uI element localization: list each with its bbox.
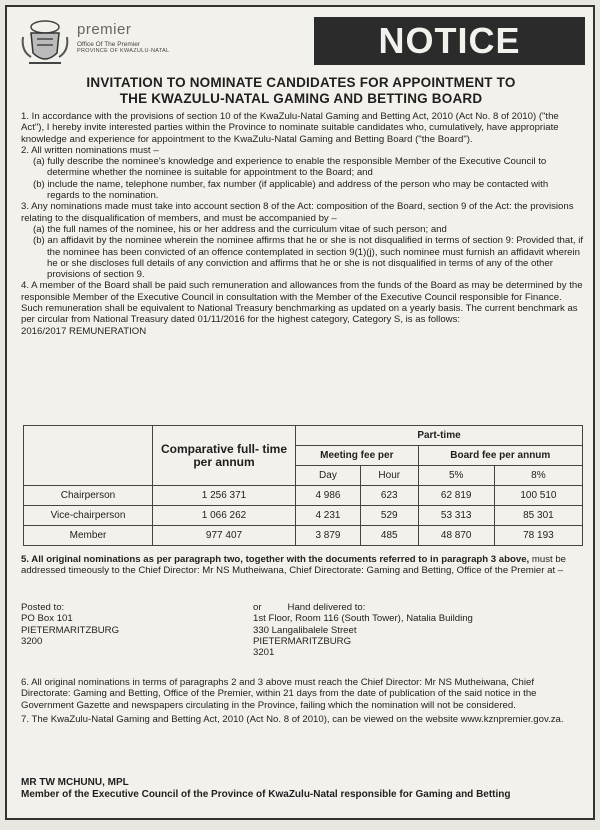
header-day: Day: [296, 466, 361, 486]
signatory-role: Member of the Executive Council of the Province of KwaZulu-Natal responsible for Gaming and Betting: [21, 788, 511, 800]
paragraph-1: 1. In accordance with the provisions of section 10 of the KwaZulu-Natal Gaming and Betting Act, 2010 (Act No. 8 of 2010) ("the Act"), I hereby invite interested parties within the Province to nominate suitable candidates who, cumulatively, have appropriate knowledge and experience for appointment to the KwaZulu-Natal Gaming and Betting Board ("the Board").: [21, 111, 559, 145]
paragraph-7: 7. The KwaZulu-Natal Gaming and Betting Act, 2010 (Act No. 8 of 2010), can be viewed on the website www.kznpremier.gov.za.: [21, 713, 564, 725]
row-hour: 529: [360, 506, 418, 526]
row-board-8: 100 510: [494, 486, 582, 506]
table-row: [24, 486, 583, 506]
row-board-8: 85 301: [494, 506, 582, 526]
row-hour: 623: [360, 486, 418, 506]
paragraph-2b: (b) include the name, telephone number, fax number (if applicable) and address of the person who may be contacted with regards to the nomination.: [33, 178, 549, 202]
brand-office: Office Of The Premier: [77, 41, 140, 48]
table-blank-cell: [24, 426, 153, 486]
paragraph-3: 3. Any nominations made must take into account section 8 of the Act: composition of the Board, section 9 of the Act: the provisions relating to the disqualification of members, and must be accompanied by –: [21, 201, 574, 224]
header-hour: Hour: [360, 466, 418, 486]
title-line-2: THE KWAZULU-NATAL GAMING AND BETTING BOARD: [119, 91, 483, 106]
header-part-time: Part-time: [296, 426, 583, 446]
hand-line-4: 3201: [253, 647, 275, 659]
table-row: [24, 506, 583, 526]
brand-province: PROVINCE OF KWAZULU-NATAL: [77, 48, 170, 54]
header-meeting-fee: Meeting fee per: [296, 446, 419, 466]
row-role: Vice-chairperson: [24, 506, 153, 526]
notice-title: [17, 75, 585, 107]
row-day: 4 986: [296, 486, 361, 506]
header-comparative: Comparative full- time per annum: [153, 426, 296, 486]
paragraph-5-bold: 5. All original nominations as per paragraph two, together with the documents referred to in paragraph 3 above,: [21, 554, 530, 565]
table-row: [24, 526, 583, 546]
row-role: Member: [24, 526, 153, 546]
header-5pct: 5%: [418, 466, 494, 486]
row-board-8: 78 193: [494, 526, 582, 546]
notice-body: [21, 111, 583, 337]
hand-line-3: PIETERMARITZBURG: [253, 635, 352, 647]
paragraph-2a: (a) fully describe the nominee's knowledge and experience to enable the responsible Member of the Executive Council to determine whether the nominee is suitable for appointment to the Board; and: [33, 156, 547, 179]
paragraph-2: 2. All written nominations must –: [21, 144, 159, 156]
posted-label: Posted to:: [21, 602, 65, 613]
row-hour: 485: [360, 526, 418, 546]
row-full-time: 1 256 371: [153, 486, 296, 506]
header-8pct: 8%: [494, 466, 582, 486]
row-board-5: 48 870: [418, 526, 494, 546]
row-day: 4 231: [296, 506, 361, 526]
header: [19, 17, 585, 75]
post-line-3: 3200: [21, 635, 43, 647]
row-day: 3 879: [296, 526, 361, 546]
closing-paragraphs: [21, 677, 583, 725]
brand-name: premier: [77, 21, 132, 38]
hand-line-2: 330 Langalibalele Street: [253, 624, 357, 636]
paragraph-5-rest: must be addressed timeously to the Chief Director: Mr NS Mutheiwana, Chief Directorate: Gaming and Betting, Office of the Premier at –: [21, 554, 566, 577]
brand: [77, 21, 169, 54]
row-board-5: 62 819: [418, 486, 494, 506]
hand-label: Hand delivered to:: [287, 602, 366, 613]
coat-of-arms-icon: [19, 17, 71, 69]
signature-block: [21, 777, 587, 800]
delivery-address: [253, 602, 553, 658]
paragraph-3b: (b) an affidavit by the nominee wherein the nominee affirms that he or she is not disqualified in terms of section 9: Provided that, if the nominee has been convicted of an offence contemplated in section 9(1)(j), such nominee must furnish an affidavit wherein he or she discloses full details of any conviction and affirms that he or she is not disqualified in terms of any of the other provisions of section 9.: [33, 235, 583, 281]
row-role: Chairperson: [24, 486, 153, 506]
signatory-name: MR TW MCHUNU, MPL: [21, 777, 129, 788]
header-board-fee: Board fee per annum: [418, 446, 582, 466]
remuneration-caption: 2016/2017 REMUNERATION: [21, 325, 147, 337]
hand-line-1: 1st Floor, Room 116 (South Tower), Natalia Building: [253, 613, 473, 625]
paragraph-4: 4. A member of the Board shall be paid such remuneration and allowances from the funds of the Board as may be determined by the responsible Member of the Executive Council in consultation with the Member of the Executive Council responsible for Finance. Such remuneration shall be equivalent to National Treasury benchmarking as updated on a yearly basis. The current benchmark as per circular from National Treasury dated 01/11/2016 for the highest category, Category S, is as follows:: [21, 280, 583, 326]
row-full-time: 977 407: [153, 526, 296, 546]
notice-banner: NOTICE: [314, 17, 585, 65]
row-full-time: 1 066 262: [153, 506, 296, 526]
row-board-5: 53 313: [418, 506, 494, 526]
post-line-2: PIETERMARITZBURG: [21, 624, 120, 636]
postal-address: [21, 602, 241, 647]
notice-page: [5, 5, 595, 820]
or-label: or: [253, 602, 262, 613]
paragraph-6: 6. All original nominations in terms of paragraphs 2 and 3 above must reach the Chief Director: Mr NS Mutheiwana, Chief Directorate: Gaming and Betting, Office of the Premier, within 21 days from the date of publication of the said notice in the Government Gazette and newspapers circulating in the Province, failing which the nomination will not be considered.: [21, 677, 537, 711]
paragraph-5: [21, 554, 583, 577]
post-line-1: PO Box 101: [21, 613, 73, 625]
title-line-1: INVITATION TO NOMINATE CANDIDATES FOR APPOINTMENT TO: [86, 75, 516, 90]
paragraph-3a: (a) the full names of the nominee, his or her address and the curriculum vitae of such person; and: [33, 223, 447, 235]
hand-label-line: [253, 602, 553, 613]
remuneration-table: [23, 425, 583, 546]
